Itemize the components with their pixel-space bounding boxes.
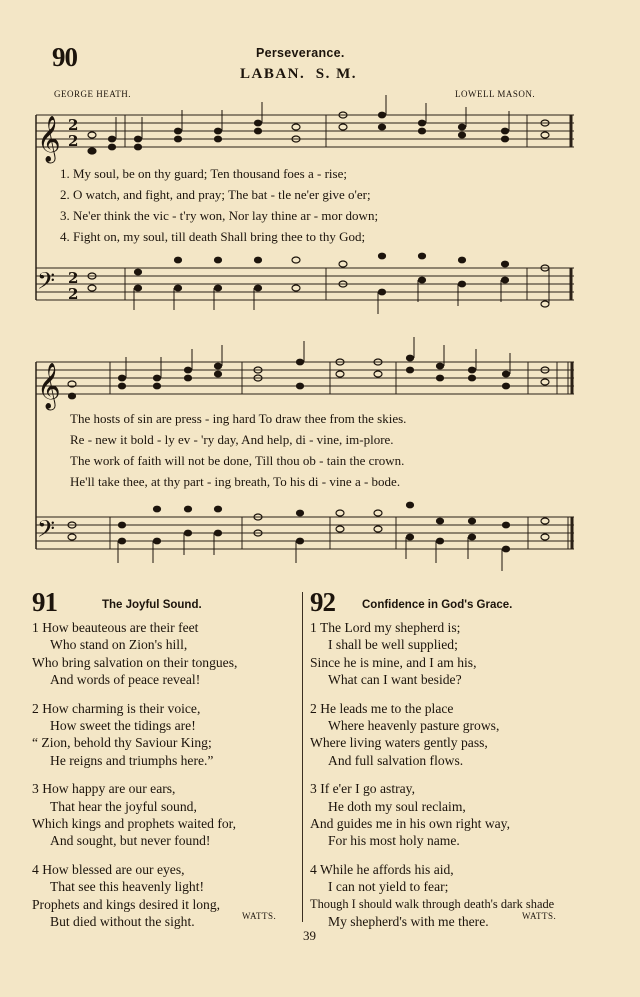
hymn-90-composer: LOWELL MASON. <box>455 89 536 99</box>
poem-line: 1 The Lord my shepherd is; <box>310 620 461 635</box>
lyric-line-2-2: Re - new it bold - ly ev - 'ry day, And help, di - vine, im-plore. <box>70 432 394 447</box>
lyric-line-1-3: 3. Ne'er think the vic - t'ry won, Nor lay thine ar - mor down; <box>60 208 379 223</box>
hymn-91-number: 91 <box>32 587 57 617</box>
poem-line: That hear the joyful sound, <box>50 798 197 814</box>
hymn-90-subject: Perseverance. <box>256 46 345 60</box>
lyric-line-2-1: The hosts of sin are press - ing hard To draw thee from the skies. <box>70 411 407 426</box>
poem-line: Prophets and kings desired it long, <box>32 896 221 912</box>
poem-line: My shepherd's with me there. <box>328 914 489 930</box>
hymn-92-author: WATTS. <box>522 911 557 921</box>
poem-line: 2 How charming is their voice, <box>32 700 201 716</box>
hymn-90-tune: LABAN. S. M. <box>240 66 358 82</box>
bass-notes-system-2 <box>68 502 549 552</box>
page-number: 39 <box>303 928 316 943</box>
poem-line: 4 While he affords his aid, <box>310 861 454 877</box>
lyric-line-1-1: 1. My soul, be on thy guard; Ten thousand foes a - rise; <box>60 166 347 181</box>
stanza <box>32 780 298 850</box>
bass-clef-icon: 𝄢 <box>37 267 56 300</box>
column-divider <box>302 592 303 922</box>
poem-line: And words of peace reveal! <box>50 672 201 688</box>
lyric-line-1-4: 4. Fight on, my soul, till death Shall bring thee to thy God; <box>60 229 366 244</box>
poem-line: 4 How blessed are our eyes, <box>32 861 185 877</box>
hymn-91-author: WATTS. <box>242 911 277 921</box>
poem-line: 2 He leads me to the place <box>310 700 454 716</box>
poem-line: And full salvation flows. <box>328 752 464 768</box>
poem-line: Though I should walk through death's dark shade <box>310 896 555 911</box>
poem-line: “ Zion, behold thy Saviour King; <box>32 735 212 751</box>
poem-line: Which kings and prophets waited for, <box>32 816 237 832</box>
poem-line: He doth my soul reclaim, <box>328 798 466 814</box>
bass-staff-1 <box>36 268 574 300</box>
poem-line: And sought, but never found! <box>50 833 211 849</box>
hymn-91-title: The Joyful Sound. <box>102 599 202 611</box>
stanza <box>310 780 630 850</box>
poem-line: 3 How happy are our ears, <box>32 781 176 797</box>
stanza <box>310 700 630 770</box>
poem-line: I can not yield to fear; <box>328 879 449 895</box>
bass-clef-icon: 𝄢 <box>37 515 56 548</box>
poem-line: Where living waters gently pass, <box>310 735 488 751</box>
stanza <box>32 700 298 770</box>
lyric-line-2-4: He'll take thee, at thy part - ing breath, To his di - vine a - bode. <box>70 474 401 489</box>
stanza <box>310 619 630 689</box>
poem-line: For his most holy name. <box>328 833 460 849</box>
lyric-line-2-3: The work of faith will not be done, Till thou ob - tain the crown. <box>70 453 405 468</box>
svg-text:2: 2 <box>68 116 79 134</box>
stanza <box>310 861 630 931</box>
poem-line: I shall be well supplied; <box>328 637 458 653</box>
lyric-line-1-2: 2. O watch, and fight, and pray; The bat - tle ne'er give o'er; <box>60 187 371 202</box>
treble-staff-2 <box>36 362 574 394</box>
hymn-91-text <box>32 619 298 931</box>
poem-line: That see this heavenly light! <box>50 879 205 895</box>
poem-line: And guides me in his own right way, <box>310 816 510 832</box>
treble-clef-icon: 𝄞 <box>37 116 61 162</box>
poem-line: He reigns and triumphs here.” <box>50 752 214 768</box>
bass-staff-2 <box>36 517 574 549</box>
svg-text:2: 2 <box>68 132 79 150</box>
poem-line: 3 If e'er I go astray, <box>310 781 415 797</box>
poem-line: Who bring salvation on their tongues, <box>32 654 238 670</box>
treble-clef-icon: 𝄞 <box>37 363 61 409</box>
hymn-92-title: Confidence in God's Grace. <box>362 599 513 611</box>
notes-system-1 <box>88 112 549 154</box>
poem-line: Who stand on Zion's hill, <box>50 637 188 653</box>
poem-line: But died without the sight. <box>50 914 195 930</box>
svg-text:2: 2 <box>68 269 79 287</box>
poem-line: How sweet the tidings are! <box>50 718 196 734</box>
hymn-92-text <box>310 619 630 931</box>
treble-staff-1 <box>36 115 574 147</box>
poem-line: Where heavenly pasture grows, <box>328 718 500 734</box>
hymn-90-poet: GEORGE HEATH. <box>54 89 131 99</box>
bass-notes-system-1 <box>88 253 549 307</box>
hymn-90-number: 90 <box>52 42 77 72</box>
poem-line: What can I want beside? <box>328 672 462 688</box>
hymn-92-number: 92 <box>310 587 335 617</box>
svg-text:2: 2 <box>68 285 79 303</box>
stanza <box>32 619 298 689</box>
poem-line: Since he is mine, and I am his, <box>310 654 477 670</box>
poem-line: 1 How beauteous are their feet <box>32 620 199 635</box>
